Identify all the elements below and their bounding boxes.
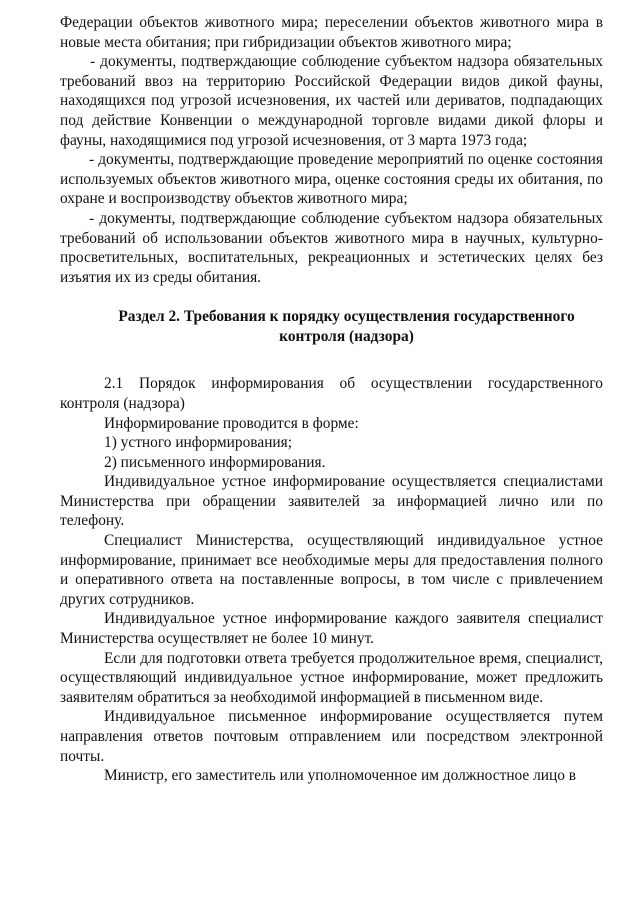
paragraph-written-suggestion: Если для подготовки ответа требуется продолжительное время, специалист, осуществляющий индивидуальное устное информирование, может предложить заявителям обратиться за необходимой информацией в письменном виде. (60, 649, 603, 706)
document-body (60, 13, 603, 786)
list-item-written: 2) письменного информирования. (104, 453, 326, 471)
paragraph-time-limit: Индивидуальное устное информирование каждого заявителя специалист Министерства осуществляет не более 10 минут. (60, 610, 603, 648)
subsection-title: 2.1 Порядок информирования об осуществлении государственного контроля (надзора) (60, 375, 603, 412)
list-item-assessment-documents: - документы, подтверждающие проведение мероприятий по оценке состояния используемых объектов животного мира, оценке состояния среды их обитания, по охране и воспроизводству объектов животного мира; (60, 151, 603, 208)
paragraph-specialist-measures: Специалист Министерства, осуществляющий индивидуальное устное информирование, принимает все необходимые меры для предоставления полного и оперативного ответа на поставленные вопросы, в том числе с привлечением других сотрудников. (60, 532, 603, 608)
section-heading: Раздел 2. Требования к порядку осуществления государственного контроля (надзора) (118, 308, 575, 346)
list-item-oral: 1) устного информирования; (104, 434, 293, 452)
paragraph-minister: Министр, его заместитель или уполномоченное им должностное лицо в (104, 767, 577, 785)
paragraph-continuation: Федерации объектов животного мира; переселении объектов животного мира в новые места обитания; при гибридизации объектов животного мира; (60, 14, 603, 51)
list-item-usage-documents: - документы, подтверждающие соблюдение субъектом надзора обязательных требований об использовании объектов животного мира в научных, культурно-просветительных, воспитательных, рекреационных и эстетических целях без изъятия их из среды обитания. (60, 209, 603, 286)
list-item-import-documents: - документы, подтверждающие соблюдение субъектом надзора обязательных требований ввоз на территорию Российской Федерации видов дикой фауны, находящихся под угрозой исчезновения, их частей или дериватов, подпадающих под действие Конвенции о международной торговле видами дикой флоры и фауны, находящимися под угрозой исчезновения, от 3 марта 1973 года; (60, 53, 603, 149)
paragraph-written-individual: Индивидуальное письменное информирование осуществляется путем направления ответов почтовым отправлением или посредством электронной почты. (60, 708, 603, 765)
paragraph-forms-intro: Информирование проводится в форме: (104, 414, 359, 432)
paragraph-oral-individual: Индивидуальное устное информирование осуществляется специалистами Министерства при обращении заявителей за информацией лично или по телефону. (60, 473, 603, 530)
